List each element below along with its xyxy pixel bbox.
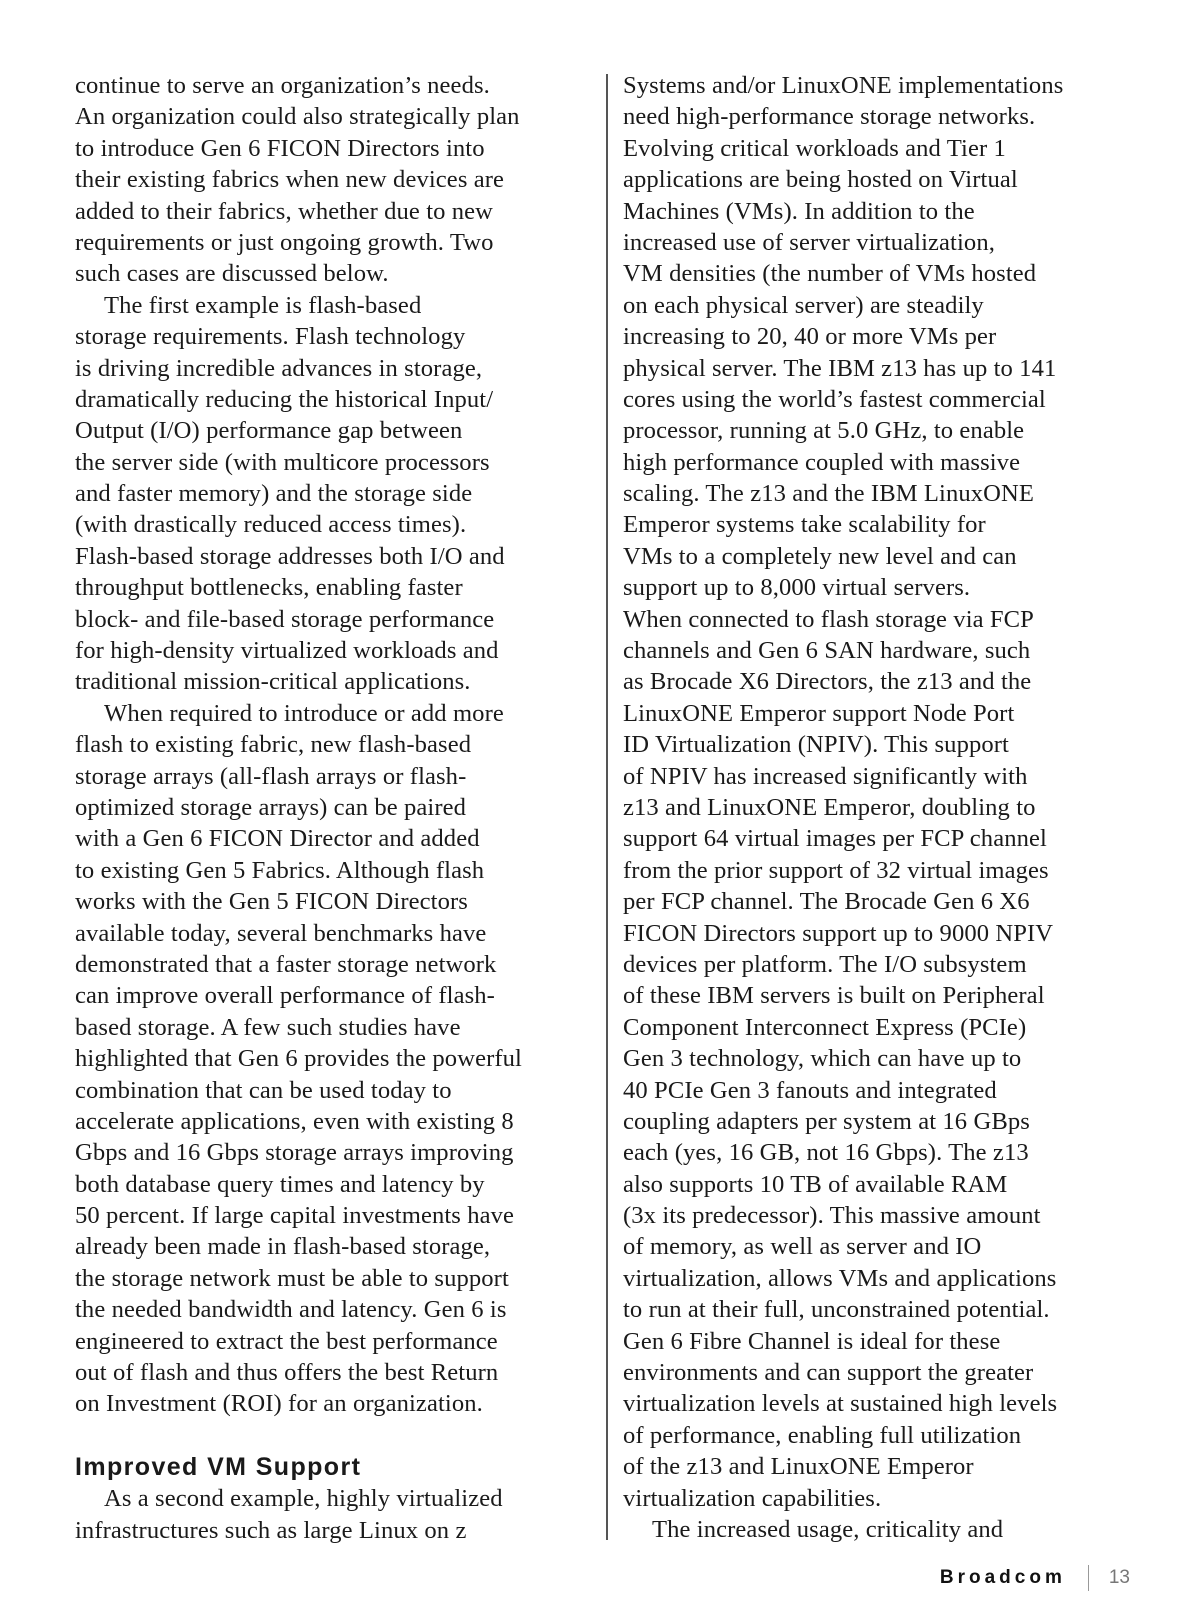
text-line: Gen 3 technology, which can have up to: [623, 1045, 1022, 1073]
text-line: Gbps and 16 Gbps storage arrays improving: [75, 1139, 514, 1167]
text-line: available today, several benchmarks have: [75, 919, 487, 947]
paragraph: [75, 698, 585, 1420]
text-line: Gen 6 Fibre Channel is ideal for these: [623, 1327, 1001, 1355]
text-line: to introduce Gen 6 FICON Directors into: [75, 134, 485, 162]
text-line: channels and Gen 6 SAN hardware, such: [623, 637, 1031, 665]
text-line: storage requirements. Flash technology: [75, 323, 466, 351]
text-line: requirements or just ongoing growth. Two: [75, 228, 494, 256]
text-line: each (yes, 16 GB, not 16 Gbps). The z13: [623, 1139, 1029, 1167]
section-heading: Improved VM Support: [75, 1452, 362, 1481]
column-divider: [606, 74, 608, 1540]
paragraph: [75, 70, 585, 290]
text-line: of the z13 and LinuxONE Emperor: [623, 1453, 974, 1481]
text-line: as Brocade X6 Directors, the z13 and the: [623, 668, 1032, 696]
text-line: cores using the world’s fastest commercial: [623, 385, 1046, 413]
text-line: throughput bottlenecks, enabling faster: [75, 574, 463, 602]
paragraph: [623, 70, 1128, 1514]
text-line: environments and can support the greater: [623, 1359, 1034, 1387]
text-line: of performance, enabling full utilization: [623, 1421, 1022, 1449]
text-line: of memory, as well as server and IO: [623, 1233, 982, 1261]
text-line: (3x its predecessor). This massive amount: [623, 1202, 1041, 1230]
text-line: the needed bandwidth and latency. Gen 6 is: [75, 1296, 507, 1324]
text-line: VM densities (the number of VMs hosted: [623, 260, 1037, 288]
text-line: Component Interconnect Express (PCIe): [623, 1013, 1027, 1041]
text-line: (with drastically reduced access times).: [75, 511, 467, 539]
text-line: support 64 virtual images per FCP channel: [623, 825, 1047, 853]
text-line: Evolving critical workloads and Tier 1: [623, 134, 1006, 162]
text-line: added to their fabrics, whether due to new: [75, 197, 494, 225]
text-line: Flash-based storage addresses both I/O and: [75, 542, 505, 570]
text-line: physical server. The IBM z13 has up to 141: [623, 354, 1057, 382]
text-line: to run at their full, unconstrained potential.: [623, 1296, 1050, 1324]
text-line: Systems and/or LinuxONE implementations: [623, 72, 1064, 99]
text-line: the server side (with multicore processors: [75, 448, 490, 476]
text-line: 40 PCIe Gen 3 fanouts and integrated: [623, 1076, 997, 1104]
text-line: accelerate applications, even with existing 8: [75, 1107, 514, 1135]
paragraph: [75, 290, 585, 698]
text-line: The first example is flash-based: [104, 291, 422, 319]
text-line: support up to 8,000 virtual servers.: [623, 574, 971, 602]
text-line: storage arrays (all-flash arrays or flash-: [75, 762, 467, 790]
text-line: An organization could also strategically plan: [75, 103, 520, 131]
text-line: increasing to 20, 40 or more VMs per: [623, 323, 997, 351]
text-line: to existing Gen 5 Fabrics. Although flash: [75, 856, 485, 884]
text-line: is driving incredible advances in storage,: [75, 354, 483, 382]
text-line: highlighted that Gen 6 provides the powerful: [75, 1045, 522, 1073]
brand-name: Broadcom: [939, 1567, 1066, 1588]
text-line: ID Virtualization (NPIV). This support: [623, 731, 1009, 759]
text-line: can improve overall performance of flash-: [75, 982, 495, 1010]
text-line: flash to existing fabric, new flash-based: [75, 731, 472, 759]
text-line: virtualization levels at sustained high levels: [623, 1390, 1058, 1418]
text-line: engineered to extract the best performance: [75, 1327, 498, 1355]
text-line: processor, running at 5.0 GHz, to enable: [623, 417, 1025, 445]
text-line: high performance coupled with massive: [623, 448, 1021, 476]
text-line: optimized storage arrays) can be paired: [75, 793, 467, 821]
text-line: already been made in flash-based storage,: [75, 1233, 491, 1261]
text-line: for high-density virtualized workloads and: [75, 637, 499, 665]
text-line: based storage. A few such studies have: [75, 1013, 461, 1041]
text-line: such cases are discussed below.: [75, 260, 389, 288]
text-line: dramatically reducing the historical Input/: [75, 385, 494, 413]
text-line: increased use of server virtualization,: [623, 228, 995, 256]
text-line: applications are being hosted on Virtual: [623, 166, 1018, 194]
text-line: Emperor systems take scalability for: [623, 511, 986, 539]
text-line: infrastructures such as large Linux on z: [75, 1516, 467, 1544]
paragraph: [75, 1483, 585, 1546]
text-line: Output (I/O) performance gap between: [75, 417, 463, 445]
text-line: per FCP channel. The Brocade Gen 6 X6: [623, 888, 1030, 916]
text-line: of these IBM servers is built on Peripheral: [623, 982, 1045, 1010]
right-column: [623, 70, 1128, 1545]
text-line: and faster memory) and the storage side: [75, 480, 473, 508]
text-line: 50 percent. If large capital investments have: [75, 1202, 515, 1230]
text-line: of NPIV has increased significantly with: [623, 762, 1028, 790]
text-line: When connected to flash storage via FCP: [623, 605, 1034, 633]
page-footer: [940, 1565, 1130, 1591]
text-line: As a second example, highly virtualized: [104, 1485, 503, 1513]
text-line: LinuxONE Emperor support Node Port: [623, 699, 1015, 727]
text-line: out of flash and thus offers the best Return: [75, 1359, 499, 1387]
text-line: demonstrated that a faster storage network: [75, 950, 497, 978]
text-line: with a Gen 6 FICON Director and added: [75, 825, 480, 853]
text-line: also supports 10 TB of available RAM: [623, 1170, 1008, 1198]
text-line: virtualization, allows VMs and applications: [623, 1264, 1057, 1292]
text-line: Machines (VMs). In addition to the: [623, 197, 975, 225]
text-line: works with the Gen 5 FICON Directors: [75, 888, 468, 916]
text-line: on each physical server) are steadily: [623, 291, 984, 319]
left-column: [75, 70, 585, 1546]
text-line: The increased usage, criticality and: [652, 1515, 1004, 1543]
text-line: scaling. The z13 and the IBM LinuxONE: [623, 480, 1035, 508]
text-line: block- and file-based storage performance: [75, 605, 495, 633]
text-line: on Investment (ROI) for an organization.: [75, 1390, 483, 1418]
text-line: from the prior support of 32 virtual images: [623, 856, 1049, 884]
text-line: their existing fabrics when new devices are: [75, 166, 505, 194]
text-line: need high-performance storage networks.: [623, 103, 1036, 131]
text-line: coupling adapters per system at 16 GBps: [623, 1107, 1030, 1135]
footer-separator: [1088, 1565, 1089, 1591]
text-line: devices per platform. The I/O subsystem: [623, 950, 1027, 978]
text-line: continue to serve an organization’s needs.: [75, 72, 490, 99]
text-line: FICON Directors support up to 9000 NPIV: [623, 919, 1054, 947]
text-line: the storage network must be able to support: [75, 1264, 509, 1292]
page-number: 13: [1108, 1567, 1130, 1588]
text-line: virtualization capabilities.: [623, 1484, 882, 1512]
text-line: When required to introduce or add more: [104, 699, 504, 727]
text-line: VMs to a completely new level and can: [623, 542, 1017, 570]
text-line: combination that can be used today to: [75, 1076, 452, 1104]
text-line: both database query times and latency by: [75, 1170, 485, 1198]
text-line: traditional mission-critical applications.: [75, 668, 471, 696]
paragraph: [623, 1514, 1128, 1545]
text-line: z13 and LinuxONE Emperor, doubling to: [623, 793, 1036, 821]
